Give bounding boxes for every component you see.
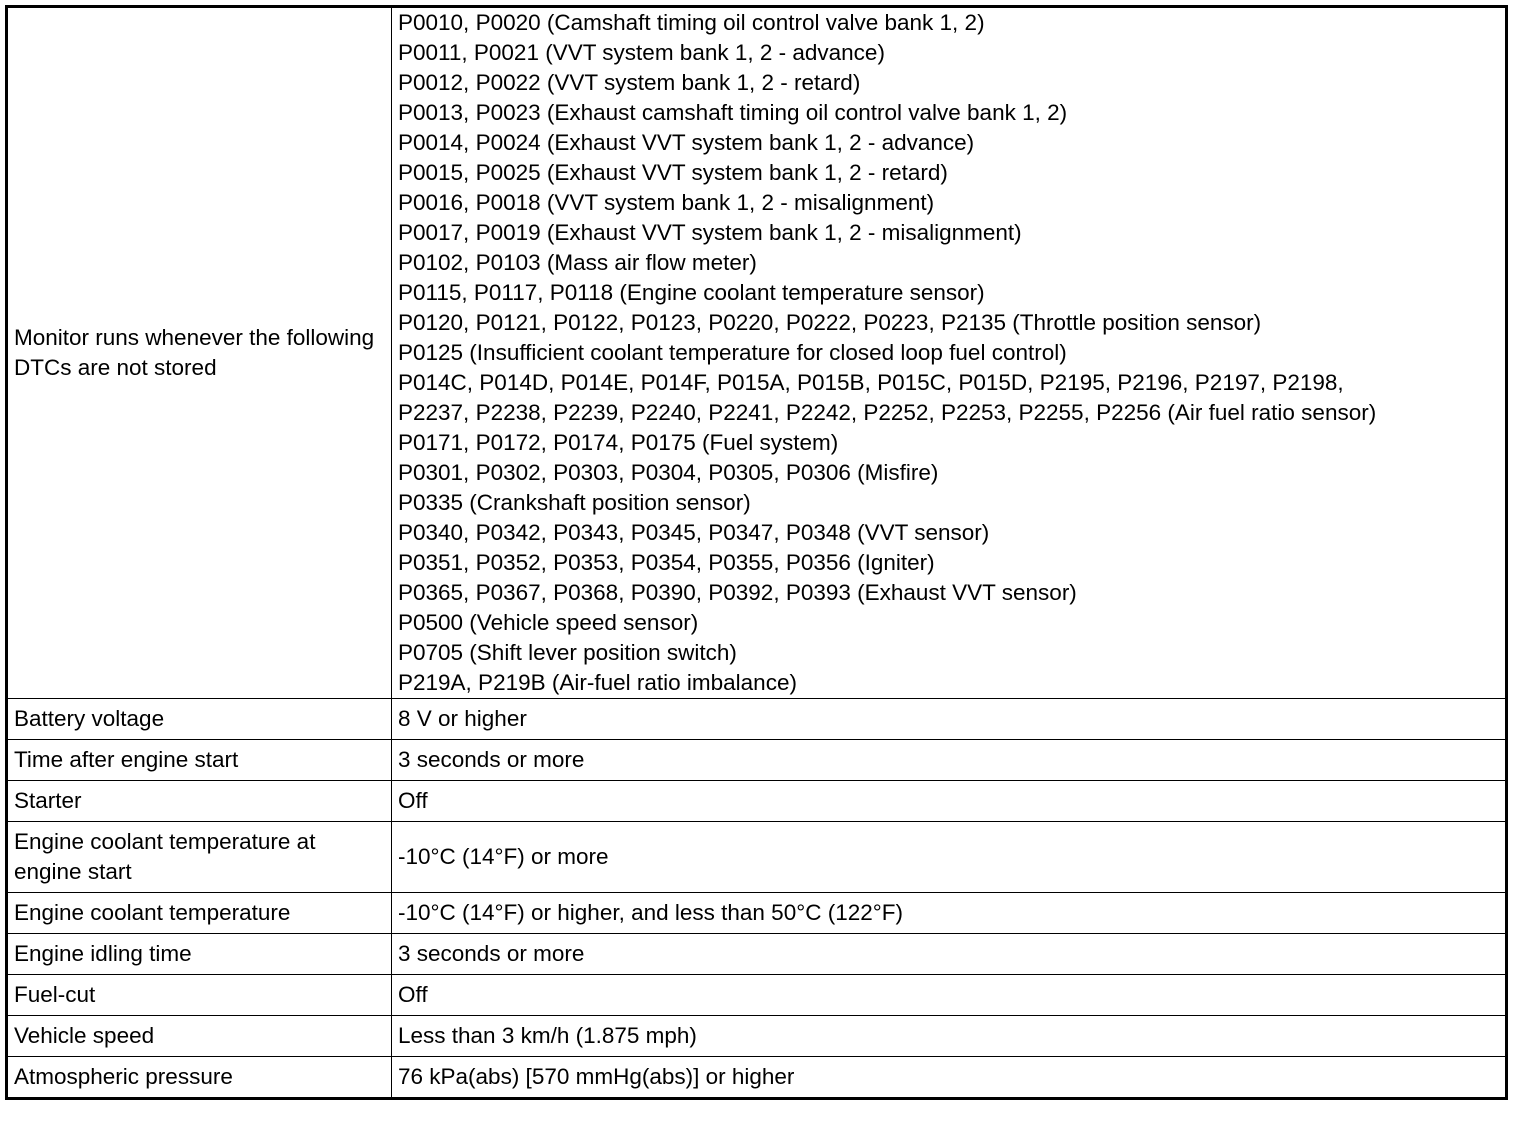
row-label: Battery voltage: [7, 699, 392, 740]
row-value: 8 V or higher: [392, 699, 1507, 740]
table-row-vehicle-speed: [7, 1016, 1507, 1057]
row-label: Monitor runs whenever the following DTCs are not stored: [7, 7, 392, 699]
row-value: -10°C (14°F) or more: [392, 822, 1507, 893]
row-label: Engine idling time: [7, 934, 392, 975]
monitor-conditions-table: [5, 5, 1508, 1100]
dtc-line: P0340, P0342, P0343, P0345, P0347, P0348 (VVT sensor): [398, 520, 990, 545]
table-row-idling-time: [7, 934, 1507, 975]
dtc-line: P0335 (Crankshaft position sensor): [398, 490, 751, 515]
row-value: -10°C (14°F) or higher, and less than 50°C (122°F): [392, 893, 1507, 934]
dtc-line: P0016, P0018 (VVT system bank 1, 2 - misalignment): [398, 190, 935, 215]
table-row-fuel-cut: [7, 975, 1507, 1016]
dtc-line: P0171, P0172, P0174, P0175 (Fuel system): [398, 430, 839, 455]
row-label: Vehicle speed: [7, 1016, 392, 1057]
table-row-time-after-start: [7, 740, 1507, 781]
dtc-list: [392, 7, 1507, 699]
row-value: Off: [392, 781, 1507, 822]
dtc-line: P2237, P2238, P2239, P2240, P2241, P2242, P2252, P2253, P2255, P2256 (Air fuel ratio sensor): [398, 400, 1377, 425]
dtc-line: P0102, P0103 (Mass air flow meter): [398, 250, 757, 275]
row-value: 76 kPa(abs) [570 mmHg(abs)] or higher: [392, 1057, 1507, 1099]
dtc-line: P0012, P0022 (VVT system bank 1, 2 - retard): [398, 70, 861, 95]
row-label: Atmospheric pressure: [7, 1057, 392, 1099]
dtc-line: P0014, P0024 (Exhaust VVT system bank 1, 2 - advance): [398, 130, 975, 155]
row-label: Engine coolant temperature at engine start: [7, 822, 392, 893]
table-row-atmospheric-pressure: [7, 1057, 1507, 1099]
dtc-line: P0010, P0020 (Camshaft timing oil control valve bank 1, 2): [398, 10, 985, 35]
row-value: Off: [392, 975, 1507, 1016]
row-label: Starter: [7, 781, 392, 822]
row-label: Engine coolant temperature: [7, 893, 392, 934]
dtc-line: P0500 (Vehicle speed sensor): [398, 610, 699, 635]
table-row-coolant-temp: [7, 893, 1507, 934]
row-value: 3 seconds or more: [392, 740, 1507, 781]
dtc-line: P219A, P219B (Air-fuel ratio imbalance): [398, 670, 797, 695]
dtc-line: P0017, P0019 (Exhaust VVT system bank 1, 2 - misalignment): [398, 220, 1022, 245]
dtc-line: P014C, P014D, P014E, P014F, P015A, P015B, P015C, P015D, P2195, P2196, P2197, P2198,: [398, 370, 1344, 395]
dtc-line: P0301, P0302, P0303, P0304, P0305, P0306 (Misfire): [398, 460, 939, 485]
table-row-starter: [7, 781, 1507, 822]
dtc-line: P0015, P0025 (Exhaust VVT system bank 1, 2 - retard): [398, 160, 948, 185]
table-row-battery-voltage: [7, 699, 1507, 740]
row-label: Time after engine start: [7, 740, 392, 781]
dtc-line: P0125 (Insufficient coolant temperature for closed loop fuel control): [398, 340, 1067, 365]
row-value: 3 seconds or more: [392, 934, 1507, 975]
dtc-line: P0013, P0023 (Exhaust camshaft timing oil control valve bank 1, 2): [398, 100, 1068, 125]
dtc-line: P0365, P0367, P0368, P0390, P0392, P0393 (Exhaust VVT sensor): [398, 580, 1077, 605]
dtc-line: P0115, P0117, P0118 (Engine coolant temperature sensor): [398, 280, 985, 305]
row-value: Less than 3 km/h (1.875 mph): [392, 1016, 1507, 1057]
table-row-dtc-conditions: [7, 7, 1507, 699]
dtc-line: P0705 (Shift lever position switch): [398, 640, 737, 665]
row-label: Fuel-cut: [7, 975, 392, 1016]
dtc-line: P0011, P0021 (VVT system bank 1, 2 - advance): [398, 40, 885, 65]
table-row-coolant-temp-at-start: [7, 822, 1507, 893]
dtc-line: P0120, P0121, P0122, P0123, P0220, P0222, P0223, P2135 (Throttle position sensor): [398, 310, 1262, 335]
dtc-line: P0351, P0352, P0353, P0354, P0355, P0356 (Igniter): [398, 550, 935, 575]
